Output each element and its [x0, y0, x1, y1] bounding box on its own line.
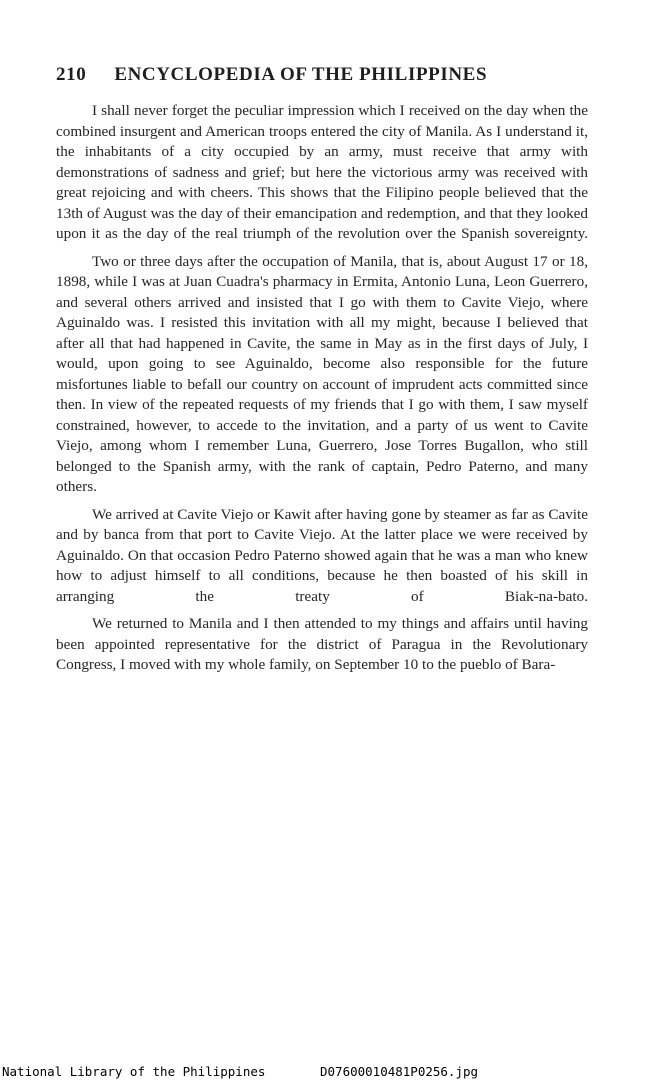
library-credit: National Library of the Philippines — [2, 1064, 266, 1079]
running-header — [56, 64, 596, 86]
image-filename: D07600010481P0256.jpg — [320, 1064, 479, 1079]
paragraph-2: Two or three days after the occupation of Manila, that is, about August 17 or 18, 1898, while I was at Juan Cuadra's pharmacy in Ermita, Antonio Luna, Leon Guerrero, and several others arrived and insisted that I go with them to Cavite Viejo, where Aguinaldo was. I resisted this invitation with all my might, because I believed that after all that had happened in Cavite, the same in May as in the first days of July, I would, upon going to see Aguinaldo, become also responsible for the future misfortunes liable to befall our country on account of imprudent acts committed since then. In view of the repeated requests of my friends that I go with them, I saw myself constrained, however, to accede to the invitation, and a party of us went to Cavite Viejo, among whom I remember Luna, Guerrero, Jose Torres Bugallon, who still belonged to the Spanish army, with the rank of captain, Pedro Paterno, and many others. — [56, 252, 588, 495]
paragraph-4: We returned to Manila and I then attended to my things and affairs until having been appointed representative for the district of Paragua in the Revolutionary Congress, I moved with my whole family, on September 10 to the pueblo of Bara- — [56, 615, 588, 673]
running-title: ENCYCLOPEDIA OF THE PHILIPPINES — [114, 64, 488, 85]
page-number: 210 — [56, 64, 87, 85]
paragraph-1: I shall never forget the peculiar impression which I received on the day when the combined insurgent and American troops entered the city of Manila. As I understand it, the inhabitants of a city occupied by an army, must receive that army with demonstrations of sadness and grief; but here the victorious army was received with great rejoicing and with cheers. This shows that the Filipino people believed that the 13th of August was the day of their emancipation and redemption, and that they looked upon it as the day of the real triumph of the revolution over the Spanish sovereignty. — [56, 102, 588, 242]
body-text — [56, 101, 588, 683]
paragraph-3: We arrived at Cavite Viejo or Kawit after having gone by steamer as far as Cavite and by banca from that port to Cavite Viejo. At the latter place we were received by Aguinaldo. On that occasion Pedro Paterno showed again that he was a man who knew how to adjust himself to all conditions, because he then boasted of his skill in arranging the treaty of Biak-na-bato. — [56, 505, 588, 605]
